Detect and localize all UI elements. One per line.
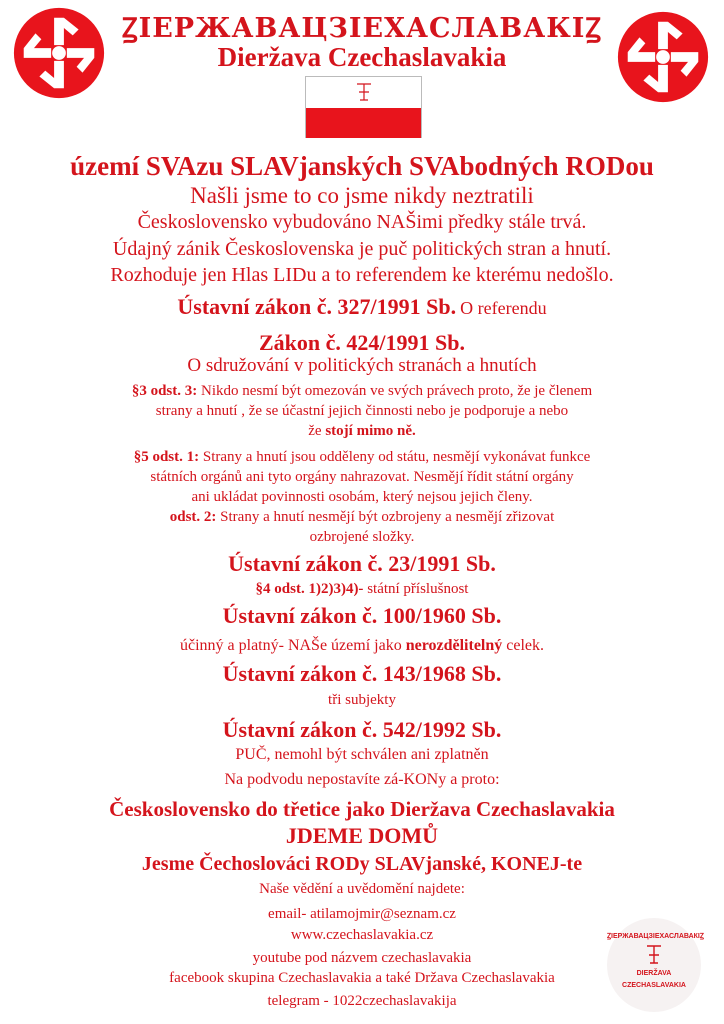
p5-text1: Strany a hnutí jsou odděleny od státu, nesmějí vykonávat funkce	[202, 449, 591, 465]
law-327-title: Ústavní zákon č. 327/1991 Sb.	[177, 294, 457, 319]
p3-text1: Nikdo nesmí být omezován ve svých právech proto, že je členem	[201, 383, 593, 399]
page-subtitle: Dieržava Czechaslavakia	[217, 42, 507, 72]
law-143-title: Ústavní zákon č. 143/1968 Sb.	[222, 661, 502, 686]
law-424-title: Zákon č. 424/1991 Sb.	[259, 330, 465, 355]
law-327-desc: O referendu	[460, 298, 547, 318]
law-23-line	[0, 581, 724, 598]
p2-label: odst. 2:	[169, 509, 217, 525]
law-100-desc-b: nerozdělitelný	[405, 637, 503, 654]
glagolitic-title: ꙀІЕРЖАВАЦЗІЕХАСЛАВАКІꙀ	[122, 13, 602, 44]
stamp-seal	[607, 918, 704, 1012]
p3-label: §3 odst. 3:	[131, 383, 198, 399]
facebook-line[interactable]: facebook skupina Czechaslavakia a také Država Czechaslavakia	[169, 970, 555, 986]
stamp-emblem-icon	[644, 943, 664, 967]
law-23-label: §4 odst. 1)2)3)4)-	[255, 581, 364, 597]
home-line: JDEME DOMŮ	[285, 823, 439, 848]
law-100-title: Ústavní zákon č. 100/1960 Sb.	[222, 603, 502, 628]
law-327	[0, 294, 724, 320]
p5-label: §5 odst. 1:	[133, 449, 200, 465]
voice-line: Rozhoduje jen Hlas LIDu a to referendem ke kterému nedošlo.	[110, 264, 614, 286]
stamp-bottom-text: CZECHASLAVAKIA	[622, 982, 686, 989]
law-542-desc: PUČ, nemohl být schválen ani zplatněn	[235, 746, 489, 763]
p5-line1	[0, 449, 724, 466]
law-424-desc: O sdružování v politických stranách a hnutích	[187, 355, 537, 376]
law-542-title: Ústavní zákon č. 542/1992 Sb.	[222, 717, 502, 742]
p3-line1	[0, 383, 724, 400]
law-100-desc	[0, 637, 724, 655]
law-100-desc-c: celek.	[502, 637, 545, 654]
built-line: Československo vybudováno NAŠimi předky stále trvá.	[137, 211, 587, 233]
p5-line3: ani ukládat povinnosti osobám, který nejsou jejich členy.	[191, 489, 533, 505]
territory-heading: území SVAzu SLAVjanských SVAbodných RODou	[70, 151, 654, 181]
stamp-top-text: ꙀІЕРЖАВАЦЗІЕХАСЛАВАКІꙀ	[607, 933, 704, 940]
p3-text3a: že	[308, 423, 326, 439]
p3-text3b: stojí mimo ně.	[325, 423, 416, 439]
flag	[305, 76, 422, 138]
flag-emblem-icon	[354, 81, 374, 103]
p5-line2: státních orgánů ani tyto orgány nahrazovat. Nesmějí řídit státní orgány	[150, 469, 574, 485]
p2-line2: ozbrojené složky.	[309, 529, 415, 545]
fraud-line: Na podvodu nepostavíte zá-KONy a proto:	[224, 771, 500, 788]
law-23-title: Ústavní zákon č. 23/1991 Sb.	[228, 551, 496, 576]
telegram-line[interactable]: telegram - 1022czechaslavakija	[267, 993, 457, 1009]
find-line: Naše vědění a uvědomění najdete:	[259, 881, 465, 897]
youtube-line[interactable]: youtube pod názvem czechaslavakia	[252, 950, 472, 966]
p2-text1: Strany a hnutí nesmějí být ozbrojeny a nesmějí zřizovat	[220, 509, 555, 525]
email-line[interactable]: email- atilamojmir@seznam.cz	[268, 906, 456, 922]
p2-line1	[0, 509, 724, 526]
we-are-line: Jesme Čechoslováci RODy SLAVjanské, KONEJ-te	[141, 853, 583, 875]
p3-line2: strany a hnutí , že se účastní jejich činnosti nebo je podporuje a nebo	[155, 403, 569, 419]
putsch-line: Údajný zánik Československa je puč politických stran a hnutí.	[112, 238, 612, 260]
found-line: Našli jsme to co jsme nikdy neztratili	[190, 183, 534, 208]
third-line: Československo do třetice jako Dieržava Czechaslavakia	[109, 797, 615, 821]
law-23-desc: státní příslušnost	[367, 581, 469, 597]
stamp-mid-text: DIERŽAVA	[636, 970, 672, 977]
law-100-desc-a: účinný a platný- NAŠe území jako	[179, 637, 406, 654]
law-143-desc: tři subjekty	[328, 692, 396, 708]
web-link[interactable]: www.czechaslavakia.cz	[290, 927, 434, 943]
p3-line3	[0, 423, 724, 440]
